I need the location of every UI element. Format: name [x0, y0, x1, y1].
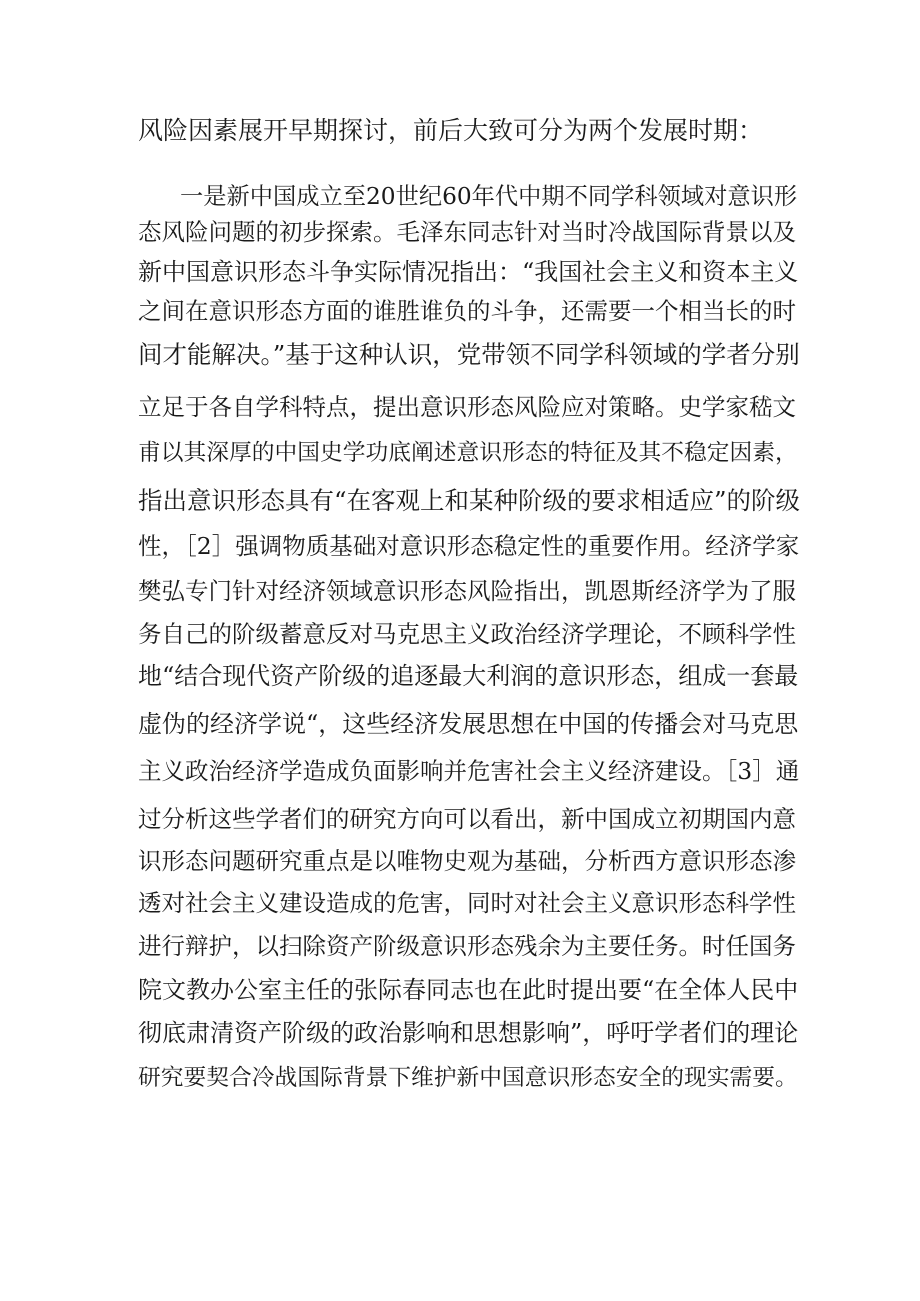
- paragraph-line: 进行辩护，以扫除资产阶级意识形态残余为主要任务。时任国务: [138, 932, 796, 960]
- paragraph-line: 之间在意识形态方面的谁胜谁负的斗争，还需要一个相当长的时: [138, 297, 796, 325]
- paragraph-line: 透对社会主义建设造成的危害，同时对社会主义意识形态科学性: [138, 889, 796, 917]
- paragraph-line: 性，［2］强调物质基础对意识形态稳定性的重要作用。经济学家: [138, 532, 800, 560]
- paragraph-line: 态风险问题的初步探索。毛泽东同志针对当时冷战国际背景以及: [138, 218, 796, 246]
- paragraph-line: 一是新中国成立至20世纪60年代中期不同学科领域对意识形: [180, 183, 798, 210]
- paragraph-line: 樊弘专门针对经济领域意识形态风险指出，凯恩斯经济学为了服: [138, 577, 796, 605]
- paragraph-line: 指出意识形态具有“在客观上和某种阶级的要求相适应”的阶级: [138, 486, 801, 515]
- paragraph-line: 院文教办公室主任的张际春同志也在此时提出要“在全体人民中: [138, 976, 799, 1004]
- paragraph-line: 主义政治经济学造成负面影响并危害社会主义经济建设。［3］通: [138, 757, 800, 785]
- paragraph-line: 新中国意识形态斗争实际情况指出：“我国社会主义和资本主义: [138, 258, 799, 286]
- paragraph-line: 彻底肃清资产阶级的政治影响和思想影响”，呼吁学者们的理论: [138, 1019, 799, 1047]
- paragraph-line: 过分析这些学者们的研究方向可以看出，新中国成立初期国内意: [138, 805, 796, 833]
- paragraph-line: 间才能解决。”基于这种认识，党带领不同学科领域的学者分别: [138, 340, 800, 369]
- paragraph-line: 地“结合现代资产阶级的追逐最大利润的意识形态，组成一套最: [138, 662, 799, 690]
- paragraph-line: 风险因素展开早期探讨，前后大致可分为两个发展时期：: [138, 116, 764, 145]
- paragraph-line: 务自己的阶级蓄意反对马克思主义政治经济学理论，不顾科学性: [138, 620, 796, 648]
- paragraph-line: 立足于各自学科特点，提出意识形态风险应对策略。史学家嵇文: [138, 393, 796, 421]
- paragraph-line: 虚伪的经济学说“，这些经济发展思想在中国的传播会对马克思: [138, 710, 799, 738]
- paragraph-line: 识形态问题研究重点是以唯物史观为基础，分析西方意识形态渗: [138, 847, 796, 875]
- paragraph-line: 研究要契合冷战国际背景下维护新中国意识形态安全的现实需要。: [138, 1065, 798, 1091]
- paragraph-line: 甫以其深厚的中国史学功底阐述意识形态的特征及其不稳定因素，: [138, 440, 798, 466]
